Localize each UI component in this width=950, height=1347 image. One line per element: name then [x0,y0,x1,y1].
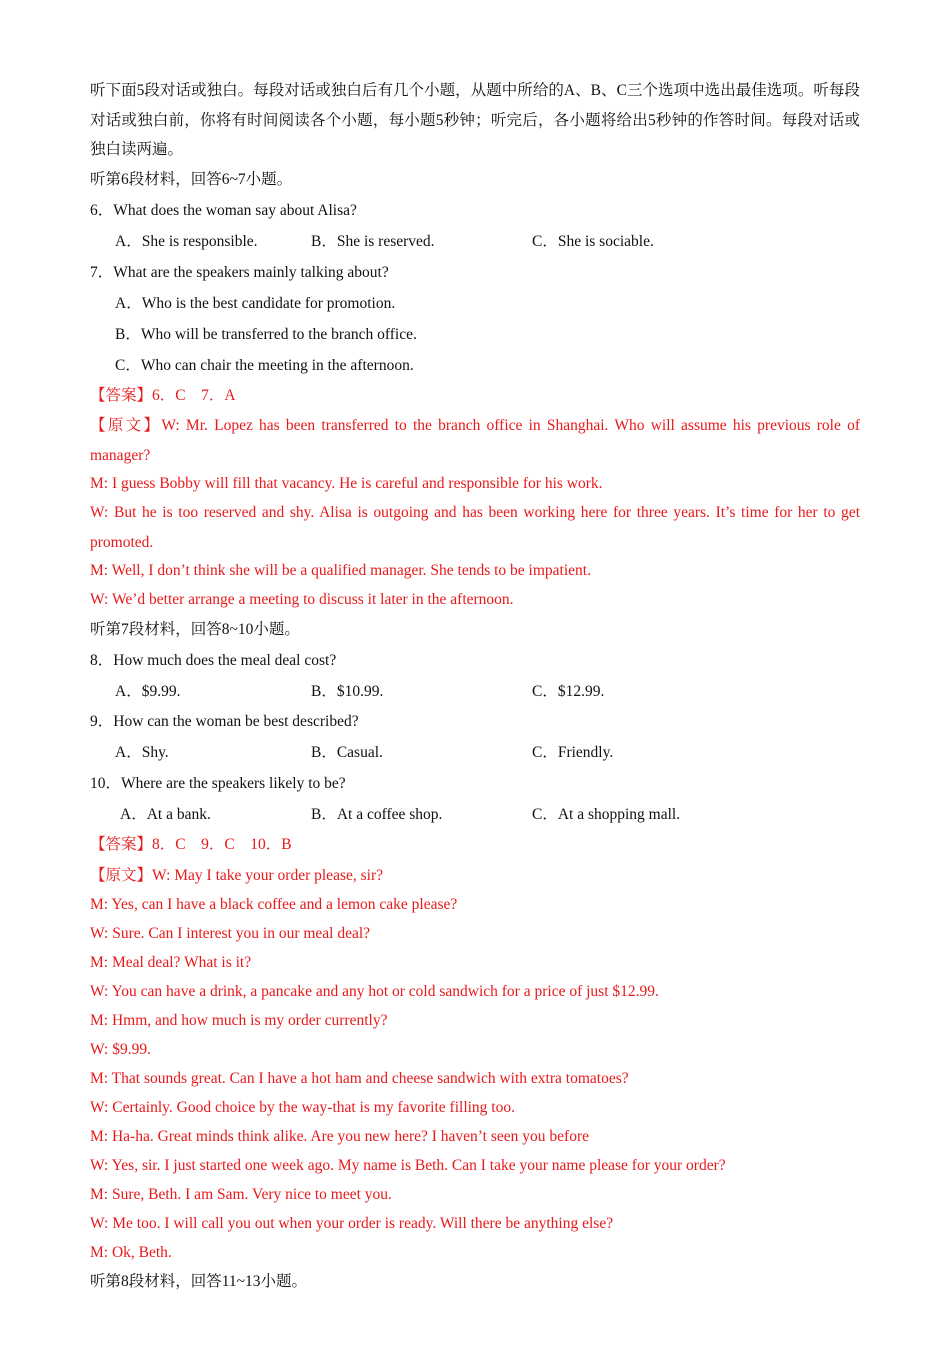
question-10-option-b: B．At a coffee shop. [311,806,443,823]
transcript-tag: 【原文】 [90,417,162,434]
question-6-option-c: C．She is sociable. [532,233,654,250]
question-9-option-a: A．Shy. [115,744,169,761]
question-7-option-a: A．Who is the best candidate for promotion. [115,295,396,312]
question-6-option-a: A．She is responsible. [115,233,258,250]
question-10-option-c: C．At a shopping mall. [532,806,681,823]
transcript-7-line-3: W: Sure. Can I interest you in our meal deal? [90,925,371,942]
transcript-7-line-14: M: Ok, Beth. [90,1244,172,1261]
transcript-6-line-1 [90,411,860,470]
transcript-7-line-1 [90,866,383,886]
transcript-7-line-10: M: Ha-ha. Great minds think alike. Are you new here? I haven’t seen you before [90,1128,589,1145]
transcript-7-line-11: W: Yes, sir. I just started one week ago. My name is Beth. Can I take your name please for your order? [90,1157,726,1174]
transcript-line: W: Mr. Lopez has been transferred to the branch office in Shanghai. Who will assume his previous role of manager? [90,417,860,464]
transcript-6-line-2: M: I guess Bobby will fill that vacancy. He is careful and responsible for his work. [90,475,603,492]
transcript-7-line-12: M: Sure, Beth. I am Sam. Very nice to meet you. [90,1186,392,1203]
answer-6-7 [90,386,236,406]
transcript-7-line-2: M: Yes, can I have a black coffee and a lemon cake please? [90,896,458,913]
instructions-paragraph: 听下面5段对话或独白。每段对话或独白后有几个小题，从题中所给的A、B、C三个选项中选出最佳选项。听每段对话或独白前，你将有时间阅读各个小题，每小题5秒钟；听完后，各小题将给出5秒钟的作答时间。每段对话或独白读两遍。 [90,82,860,158]
transcript-6-line-5: W: We’d better arrange a meeting to discuss it later in the afternoon. [90,591,514,608]
question-8-option-a: A．$9.99. [115,683,181,700]
question-10-option-a: A．At a bank. [120,806,211,823]
transcript-6-line-4: M: Well, I don’t think she will be a qualified manager. She tends to be impatient. [90,562,591,579]
answer-tag: 【答案】 [90,836,153,853]
question-7-option-c: C．Who can chair the meeting in the afternoon. [115,357,414,374]
transcript-7-line-13: W: Me too. I will call you out when your order is ready. Will there be anything else? [90,1215,614,1232]
transcript-7-line-7: W: $9.99. [90,1041,151,1058]
transcript-7-line-8: M: That sounds great. Can I have a hot ham and cheese sandwich with extra tomatoes? [90,1070,629,1087]
question-9-stem: 9．How can the woman be best described? [90,713,359,730]
answer-8-10 [90,835,292,855]
transcript-7-line-6: M: Hmm, and how much is my order currently? [90,1012,388,1029]
question-8-option-c: C．$12.99. [532,683,605,700]
question-7-stem: 7．What are the speakers mainly talking about? [90,264,389,281]
answer-tag: 【答案】 [90,387,153,404]
section-8-heading: 听第8段材料，回答11~13小题。 [90,1273,308,1290]
question-9-option-c: C．Friendly. [532,744,614,761]
transcript-7-line-5: W: You can have a drink, a pancake and any hot or cold sandwich for a price of just $12.99. [90,983,659,1000]
question-9-option-b: B．Casual. [311,744,383,761]
question-6-option-b: B．She is reserved. [311,233,435,250]
transcript-6-line-3: W: But he is too reserved and shy. Alisa is outgoing and has been working here for three years. It’s time for her to get promoted. [90,504,860,551]
answer-text: 8．C 9．C 10．B [152,836,292,853]
question-8-stem: 8．How much does the meal deal cost? [90,652,337,669]
transcript-7-line-4: M: Meal deal? What is it? [90,954,252,971]
section-6-heading: 听第6段材料，回答6~7小题。 [90,171,293,188]
transcript-line: W: May I take your order please, sir? [152,867,383,884]
question-10-stem: 10．Where are the speakers likely to be? [90,775,346,792]
question-6-stem: 6．What does the woman say about Alisa? [90,202,357,219]
answer-text: 6．C 7．A [152,387,236,404]
transcript-tag: 【原文】 [90,867,153,884]
question-8-option-b: B．$10.99. [311,683,384,700]
question-7-option-b: B．Who will be transferred to the branch office. [115,326,417,343]
transcript-7-line-9: W: Certainly. Good choice by the way-that is my favorite filling too. [90,1099,515,1116]
section-7-heading: 听第7段材料，回答8~10小题。 [90,621,300,638]
